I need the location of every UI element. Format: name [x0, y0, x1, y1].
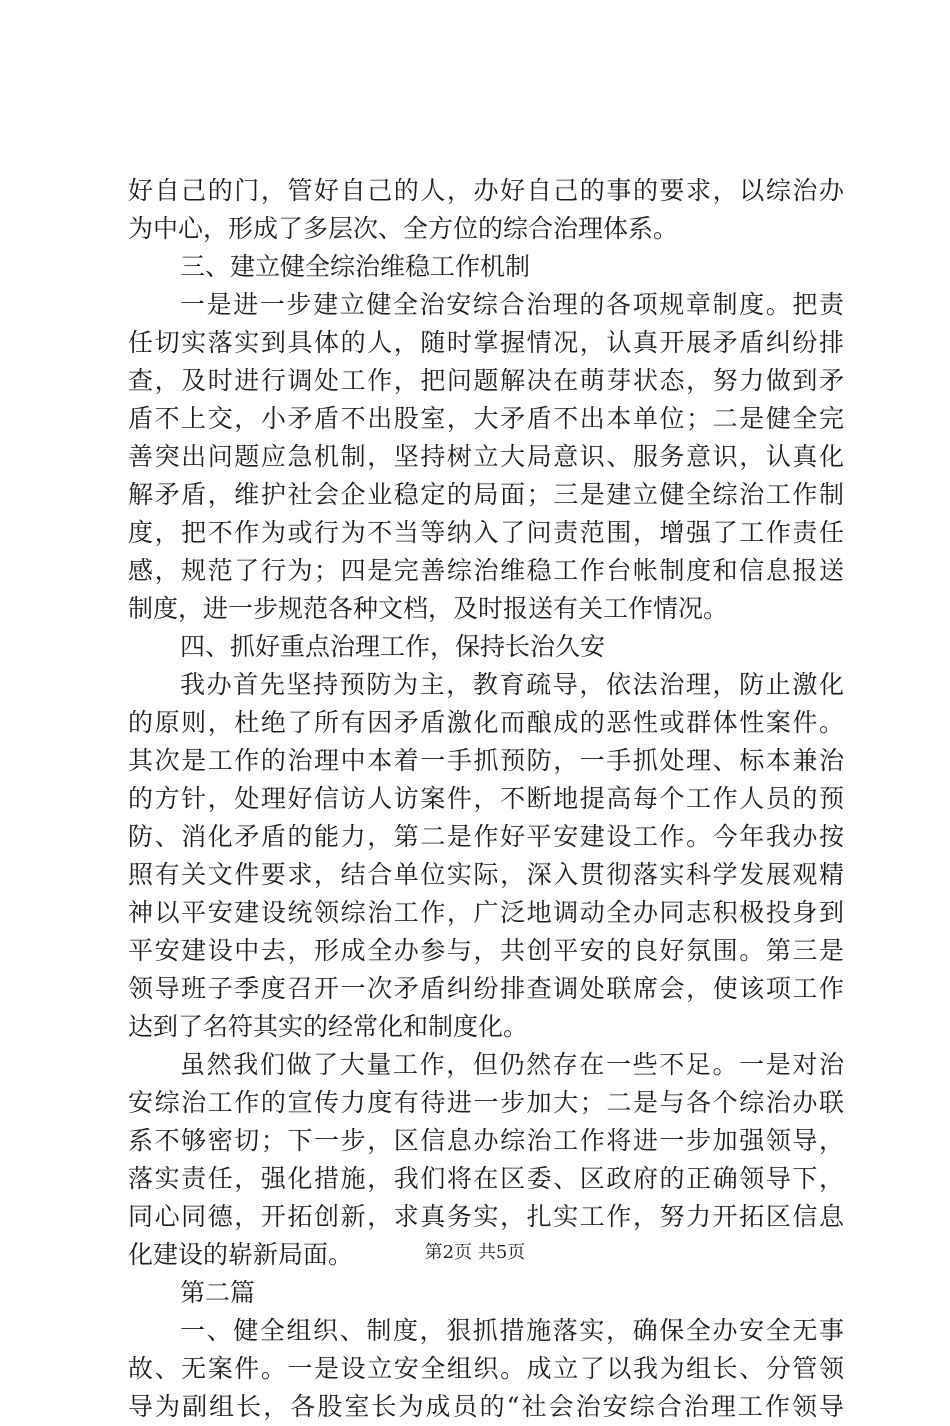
text-line: 感，规范了行为；四是完善综治维稳工作台帐制度和信息报送 — [128, 556, 844, 585]
text-line: 防、消化矛盾的能力，第二是作好平安建设工作。今年我办按 — [128, 822, 844, 851]
text-line: 其次是工作的治理中本着一手抓预防，一手抓处理、标本兼治 — [128, 746, 844, 775]
document-body — [128, 172, 844, 1426]
text-line: 第二篇 — [180, 1278, 256, 1307]
text-line: 度，把不作为或行为不当等纳入了问责范围，增强了工作责任 — [128, 518, 844, 547]
text-line: 达到了名符其实的经常化和制度化。 — [128, 1012, 529, 1041]
text-line: 为中心，形成了多层次、全方位的综合治理体系。 — [128, 214, 679, 243]
text-line: 化建设的崭新局面。 — [128, 1240, 354, 1269]
text-line: 的原则，杜绝了所有因矛盾激化而酿成的恶性或群体性案件。 — [128, 708, 844, 737]
text-line: 同心同德，开拓创新，求真务实，扎实工作，努力开拓区信息 — [128, 1202, 844, 1231]
text-line: 任切实落实到具体的人，随时掌握情况，认真开展矛盾纠纷排 — [128, 328, 844, 357]
text-line: 一是进一步建立健全治安综合治理的各项规章制度。把责 — [180, 290, 844, 319]
text-line: 好自己的门，管好自己的人，办好自己的事的要求，以综治办 — [128, 176, 844, 205]
text-line: 照有关文件要求，结合单位实际，深入贯彻落实科学发展观精 — [128, 860, 844, 889]
text-line: 平安建设中去，形成全办参与，共创平安的良好氛围。第三是 — [128, 936, 844, 965]
text-line: 盾不上交，小矛盾不出股室，大矛盾不出本单位；二是健全完 — [128, 404, 844, 433]
text-line: 故、无案件。一是设立安全组织。成立了以我为组长、分管领 — [128, 1354, 844, 1383]
text-line: 一、健全组织、制度，狠抓措施落实，确保全办安全无事 — [180, 1316, 844, 1345]
text-line: 系不够密切；下一步，区信息办综治工作将进一步加强领导， — [128, 1126, 844, 1155]
text-line: 四、抓好重点治理工作，保持长治久安 — [180, 632, 606, 661]
text-line: 善突出问题应急机制，坚持树立大局意识、服务意识，认真化 — [128, 442, 844, 471]
text-line: 的方针，处理好信访人访案件，不断地提高每个工作人员的预 — [128, 784, 844, 813]
text-line: 查，及时进行调处工作，把问题解决在萌芽状态，努力做到矛 — [128, 366, 844, 395]
text-line: 三、建立健全综治维稳工作机制 — [180, 252, 531, 281]
text-line: 我办首先坚持预防为主，教育疏导，依法治理，防止激化 — [180, 670, 844, 699]
text-line: 安综治工作的宣传力度有待进一步加大；二是与各个综治办联 — [128, 1088, 844, 1117]
text-line: 领导班子季度召开一次矛盾纠纷排查调处联席会，使该项工作 — [128, 974, 844, 1003]
text-line: 落实责任，强化措施，我们将在区委、区政府的正确领导下， — [128, 1164, 844, 1193]
text-line: 解矛盾，维护社会企业稳定的局面；三是建立健全综治工作制 — [128, 480, 844, 509]
text-line: 制度，进一步规范各种文档，及时报送有关工作情况。 — [128, 594, 729, 623]
text-line: 神以平安建设统领综治工作，广泛地调动全办同志积极投身到 — [128, 898, 844, 927]
page-number-footer: 第2页 共5页 — [424, 1242, 526, 1263]
text-line: 导为副组长，各股室长为成员的“社会治安综合治理工作领导 — [128, 1392, 844, 1421]
text-line: 虽然我们做了大量工作，但仍然存在一些不足。一是对治 — [180, 1050, 844, 1079]
